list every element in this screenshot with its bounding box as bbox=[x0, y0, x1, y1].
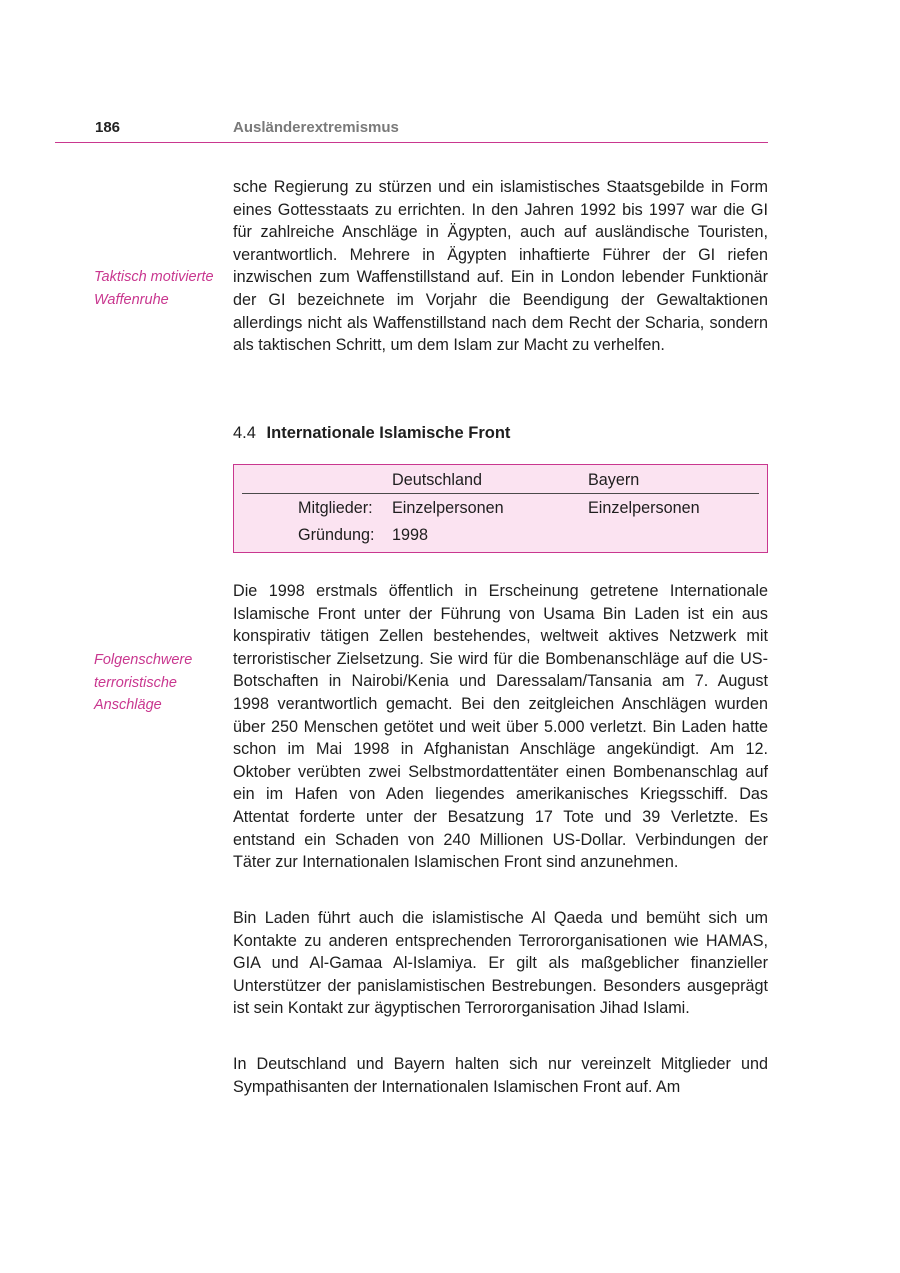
cell-mitglieder-deutschland: Einzelpersonen bbox=[392, 499, 504, 517]
marginal-note-ceasefire: Taktisch motivierte Waffenruhe bbox=[94, 269, 214, 308]
paragraph-gi-continuation: sche Regierung zu stürzen und ein islamistisches Staatsgebilde in Form eines Gottesstaats zu errichten. In den Jahren 1992 bis 1997 war die GI für zahlreiche Anschläge in Ägypten, auch auf ausländische Touristen, verantwortlich. Mehrere in Ägypten inhaftierte Führer der GI riefen inzwischen zum Waffenstillstand auf. Ein in London lebender Funktionär der GI bezeichnete im Vorjahr die Beendigung der Gewaltaktionen allerdings nicht als Waffenstillstand nach dem Recht der Scharia, sondern als taktischen Schritt, um dem Islam zur Macht zu verhelfen. bbox=[233, 178, 768, 355]
membership-info-box bbox=[233, 464, 768, 553]
cell-mitglieder-bayern: Einzelpersonen bbox=[588, 499, 700, 517]
row-label-mitglieder: Mitglieder: bbox=[298, 499, 373, 517]
running-title: Ausländerextremismus bbox=[233, 119, 399, 136]
section-title: Internationale Islamische Front bbox=[266, 424, 511, 442]
section-number: 4.4 bbox=[233, 424, 256, 442]
section-heading bbox=[233, 424, 510, 443]
paragraph-iif-intro: Die 1998 erstmals öffentlich in Erscheinung getretene Internationale Islamische Front unter der Führung von Usama Bin Laden ist ein aus konspirativ tätigen Zellen bestehendes, weltweit aktives Netzwerk mit terroristischer Zielsetzung. Sie wird für die Bombenanschläge auf die US-Botschaften in Nairobi/Kenia und Daressalam/Tansania am 7. August 1998 verantwortlich gemacht. Bei den zeitgleichen Anschlägen wurden über 250 Menschen getötet und weit über 5.000 verletzt. Bin Laden hatte schon im Mai 1998 in Afghanistan Anschläge angekündigt. Am 12. Oktober verübten zwei Selbstmordattentäter einen Bombenanschlag auf ein im Hafen von Aden liegendes amerikanisches Kriegsschiff. Das Attentat forderte unter der Besatzung 17 Tote und 39 Verletzte. Es entstand ein Schaden von 240 Millionen US-Dollar. Verbindungen der Täter zur Internationalen Islamischen Front sind anzunehmen. bbox=[233, 582, 768, 872]
row-label-gruendung: Gründung: bbox=[298, 526, 375, 544]
table-divider bbox=[242, 493, 759, 494]
column-header-bayern: Bayern bbox=[588, 471, 640, 489]
paragraph-germany-bavaria: In Deutschland und Bayern halten sich nur vereinzelt Mitglieder und Sympathisanten der Internationalen Islamischen Front auf. Am bbox=[233, 1055, 768, 1096]
cell-gruendung-deutschland: 1998 bbox=[392, 526, 429, 544]
paragraph-bin-laden: Bin Laden führt auch die islamistische Al Qaeda und bemüht sich um Kontakte zu anderen entsprechenden Terrororganisationen wie HAMAS, GIA und Al-Gamaa Al-Islamiya. Er gilt als maßgeblicher finanzieller Unterstützer der panislamistischen Bestrebungen. Besonders ausgeprägt ist sein Kontakt zur ägyptischen Terrororganisation Jihad Islami. bbox=[233, 909, 768, 1018]
column-header-deutschland: Deutschland bbox=[392, 471, 482, 489]
page-header bbox=[55, 114, 768, 143]
marginal-note-attacks: Folgenschwere terroristische Anschläge bbox=[94, 652, 193, 714]
page-number: 186 bbox=[95, 119, 121, 136]
